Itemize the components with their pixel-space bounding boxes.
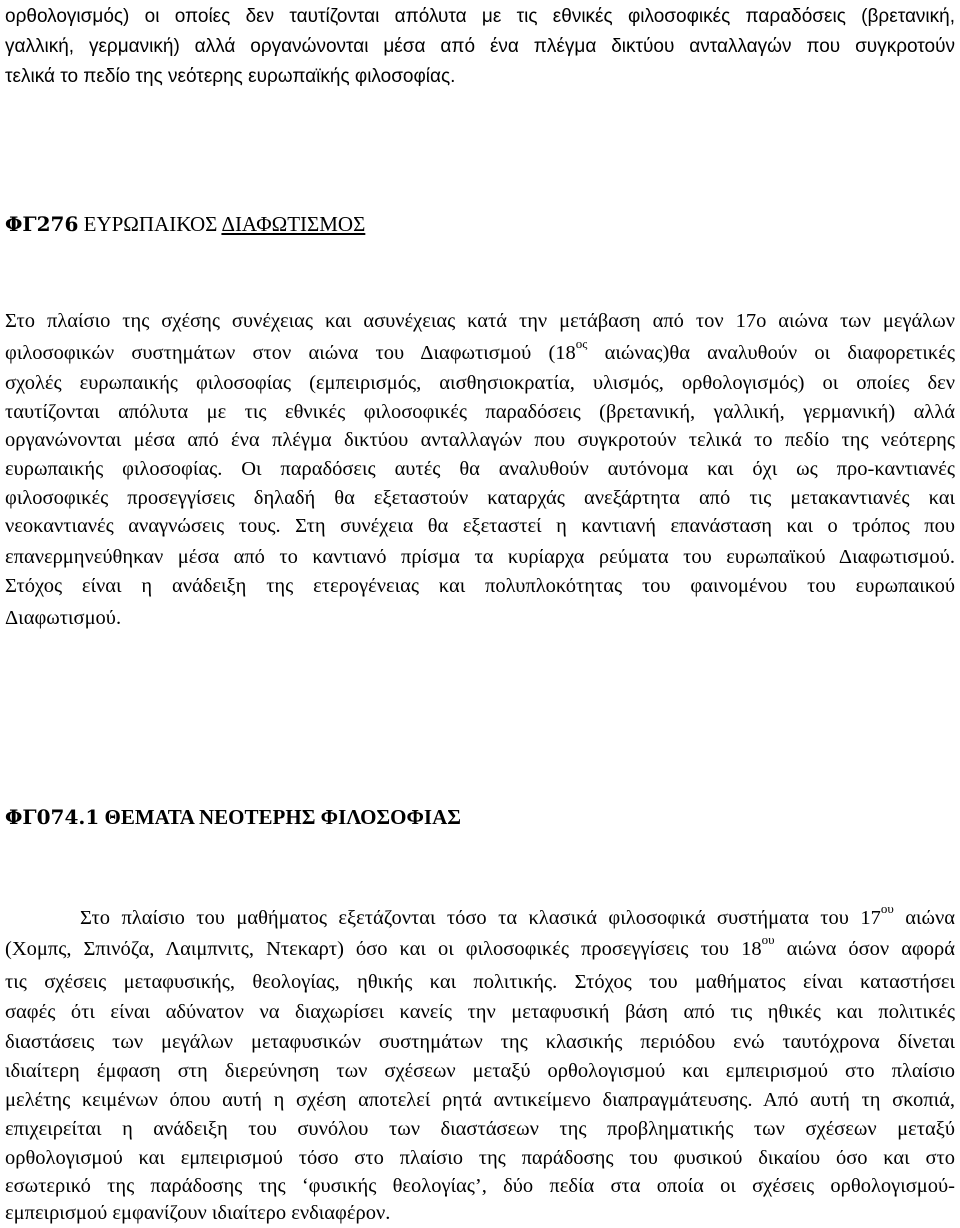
course2-line-6: ιδιαίτερη έμφαση στη διερεύνηση των σχέσεων μεταξύ ορθολογισμού και εμπειρισμού στο πλαίσιο <box>5 1060 955 1082</box>
course2-line-11: εμπειρισμού εμφανίζουν ιδιαίτερο ενδιαφέρον. <box>5 1202 391 1224</box>
course-title: ΘΕΜΑΤΑ ΝΕΟΤΕΡΗΣ ΦΙΛΟΣΟΦΙΑΣ <box>99 805 461 829</box>
course1-line-9: επανερμηνεύθηκαν μέσα από το καντιανό πρίσμα τα κυρίαρχα ρεύματα του ευρωπαϊκού Διαφωτισμού. <box>5 546 955 568</box>
course-heading-fg276 <box>5 209 365 239</box>
course2-line-9: ορθολογισμού και εμπειρισμού τόσο στο πλαίσιο της παράδοσης του φυσικού δικαίου όσο και στο <box>5 1147 955 1169</box>
superscript: ος <box>575 336 588 352</box>
course1-line-2-text-end: αιώνας)θα αναλυθούν οι διαφορετικές <box>587 342 955 364</box>
course2-line-2-text-end: αιώνα όσον αφορά <box>774 938 955 960</box>
course1-line-8: νεοκαντιανές αναγνώσεις τους. Στη συνέχεια θα εξεταστεί η καντιανή επανάσταση και ο τρόπος που <box>5 515 955 537</box>
course-code: ΦΓ074.1 <box>5 805 100 829</box>
course1-line-2-text: φιλοσοφικών συστημάτων στον αιώνα του Διαφωτισμού (18 <box>5 342 576 364</box>
course1-line-5: οργανώνονται μέσα από ένα πλέγμα δικτύου ανταλλαγών που συγκροτούν τελικά το πεδίο της νεότερης <box>5 429 955 451</box>
course2-line-8: επιχειρείται η ανάδειξη του συνόλου των διαστάσεων της προβληματικής των σχέσεων μεταξύ <box>5 1118 955 1140</box>
course1-line-3: σχολές ευρωπαικής φιλοσοφίας (εμπειρισμός, αισθησιοκρατία, υλισμός, ορθολογισμός) οι οποίες δεν <box>5 372 955 394</box>
intro-line-1: ορθολογισμός) οι οποίες δεν ταυτίζονται απόλυτα με τις εθνικές φιλοσοφικές παραδόσεις (βρετανική, <box>5 6 955 27</box>
course1-line-4: ταυτίζονται απόλυτα με τις εθνικές φιλοσοφικές παραδόσεις (βρετανική, γαλλική, γερμανική) αλλά <box>5 401 955 423</box>
course1-line-11: Διαφωτισμού. <box>5 607 122 629</box>
course2-line-7: μελέτης κειμένων όπου αυτή η σχέση αποτελεί ρητά αντικείμενο διαπραγμάτευσης. Από αυτή τη σκοπιά, <box>5 1089 955 1111</box>
intro-line-3: τελικά το πεδίο της νεότερης ευρωπαϊκής φιλοσοφίας. <box>5 66 456 87</box>
course2-line-10: εσωτερικό της παράδοσης της ‘φυσικής θεολογίας’, δύο πεδία στα οποία οι σχέσεις ορθολογισμού- <box>5 1175 955 1197</box>
course-code: ΦΓ276 <box>5 212 79 236</box>
course2-line-2 <box>5 934 955 964</box>
superscript: ου <box>880 901 894 917</box>
course1-line-2 <box>5 338 955 368</box>
course1-line-6: ευρωπαικής φιλοσοφίας. Οι παραδόσεις αυτές θα αναλυθούν αυτόνομα και όχι ως προ-καντιανές <box>5 458 955 480</box>
course2-line-1-text-end: αιώνα <box>893 907 955 929</box>
course2-line-3: τις σχέσεις μεταφυσικής, θεολογίας, ηθικής και πολιτικής. Στόχος του μαθήματος είναι καταστήσει <box>5 971 955 993</box>
course2-line-1 <box>80 903 955 933</box>
course1-line-7: φιλοσοφικές προσεγγίσεις δηλαδή θα εξεταστούν καταρχάς ανεξάρτητα από τις μετακαντιανές και <box>5 487 955 509</box>
course-title: ΕΥΡΩΠΑΙΚΟΣ <box>78 212 222 236</box>
course2-line-5: διαστάσεις των μεγάλων μεταφυσικών συστημάτων της κλασικής περιόδου ενώ ταυτόχρονα δίνεται <box>5 1031 955 1053</box>
intro-line-2: γαλλική, γερμανική) αλλά οργανώνονται μέσα από ένα πλέγμα δικτύου ανταλλαγών που συγκροτούν <box>5 36 955 57</box>
course2-line-4: σαφές ότι είναι αδύνατον να διαχωρίσει κανείς την μεταφυσική βάση από τις ηθικές και πολιτικές <box>5 1001 955 1023</box>
course-heading-fg074 <box>5 802 461 832</box>
course2-line-1-text: Στο πλαίσιο του μαθήματος εξετάζονται τόσο τα κλασικά φιλοσοφικά συστήματα του 17 <box>80 907 881 929</box>
course2-line-2-text: (Χομπς, Σπινόζα, Λαιμπνιτς, Ντεκαρτ) όσο και οι φιλοσοφικές προσεγγίσεις του 18 <box>5 938 762 960</box>
course1-line-1: Στο πλαίσιο της σχέσης συνέχειας και ασυνέχειας κατά την μετάβαση από τον 17ο αιώνα των μεγάλων <box>5 310 955 332</box>
course1-line-10: Στόχος είναι η ανάδειξη της ετερογένειας και πολυπλοκότητας του φαινομένου του ευρωπαικού <box>5 575 955 597</box>
course-title-underlined: ΔΙΑΦΩΤΙΣΜΟΣ <box>221 212 366 236</box>
superscript: ου <box>761 932 775 948</box>
